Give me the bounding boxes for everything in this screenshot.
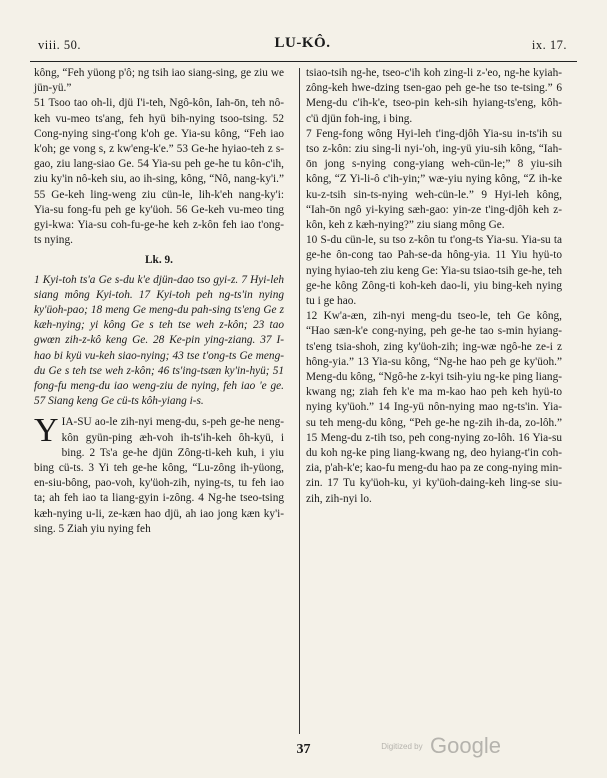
left-column [34, 66, 284, 537]
running-header [38, 36, 567, 58]
verse-paragraph: 7 Feng-fong wông Hyi-leh t'ing-djôh Yia-su in-ts'ih su tso z-kôn: ziu sing-li nyi-'oh, ing-yü yiu-sih kông, “Iah-ōn jong s-nying cong-yiang weh-cün-le;” 8 yiu-sih kông, “Z Yi-li-ô c'ih-yin;” wæ-yiu nying kông, “Z ih-ke ku-z-tsih sin-ts-nying weh-cün-le.” 9 Hyi-leh kông, “Iah-ōn ngô yi-kying sæh-gao: yin-ze t'ing-djôh keh z-kôn, keh z kæh-nying?” ziu siang mông Ge. [306, 127, 562, 232]
verse-paragraph: 12 Kw'a-æn, zih-nyi meng-du tseo-le, teh Ge kông, “Hao sæn-k'e cong-nying, peh ge-he tao s-min hyiang-ts'eng tsia-shoh, zing ky'üoh-zih; ing-wæ ngô-he ze-i z hông-yia.” 13 Yia-su kông, “Ng-he hao peh ge ky'üoh.” Meng-du kông, “Ngô-he z-kyi tsih-yiu ng-ke ping liang-kwang ng; ziah feh k'e ma m-kao hao peh keh hyü-to nying ky'üoh.” 14 Ing-yü nôn-nying mao ng-ts'in. Yia-su teh meng-du kông, “Peh ge-he ng-zih ih-da, zo-lôh.” 15 Meng-du z-tih tso, peh cong-nying zo-lôh. 16 Yia-su du koh ng-ke ping liang-kwang ng, deo hyiang-t'in coh-zia, p'ah-k'e; kao-fu meng-du hao pa ze cong-nying min-zin. 17 Tu ky'üoh-ku, yi ky'üoh-daing-keh ling-se siu-zih, zih-nyi lo. [306, 310, 562, 505]
verse-paragraph: kông, “Feh yüong p'ô; ng tsih iao siang-sing, ge ziu we jün-yü.” [34, 67, 284, 95]
page-number: 37 [296, 742, 311, 757]
digitized-watermark [381, 733, 501, 759]
header-book-title: LU-KÔ. [274, 35, 331, 51]
verse-paragraph: 51 Tsoo tao oh-li, djü I'i-teh, Ngô-kôn, Iah-ōn, teh nô-keh vu-meo ts'ang, feh hyü bih-nying tsoo-tsing. 52 Cong-nying sing-t'ong k'oh ge. Yia-su kông, “Feh iao k'oh; ge vong s, z kw'eng-k'e.” 53 Ge-he hyiao-teh z s-gao, ziu lang-siao Ge. 54 Yia-su peh ge-he tu kôn-c'ih, ziu ky'in nô-keh siu, ao ih-sing, kông, “Nô, nang-ky'i.” 55 Ge-keh ling-weng ziu cün-le, lih-k'eh nang-ky'i: Yia-su fong-fu peh ge ky'üoh. 56 Ge-keh vu-meo ting gyi-kwa: Yia-su coh-fu-ge-he keh z-kôn feh iao t'ong-ts nying. [34, 97, 284, 247]
right-column [306, 66, 562, 507]
watermark-caption: Digitized by [381, 741, 423, 751]
header-chapter-start: viii. 50. [38, 38, 82, 52]
column-divider [299, 68, 300, 734]
verse-paragraph: YIA-SU ao-le zih-nyi meng-du, s-peh ge-he neng-kôn gyün-ping æh-voh ih-ts'ih-keh ôh-kyü, i bing. 2 Ts'a ge-he djün Zông-ti-keh kuh, i yiu bing cü-ts. 3 Yi teh ge-he kông, “Lu-zông ih-yüong, en-siu-bông, pao-voh, ky'üoh-zih, nying-ts, tu feh iao ta; ah feh iao ta liang-gyin i-zông. 4 Ng-he tseo-tsing kæh-nying u-li, ze-kæn hao djü, ah iao jong kæn ky'i-sing. 5 Ziah yiu nying feh [34, 412, 284, 535]
chapter-summary: 1 Kyi-toh ts'a Ge s-du k'e djün-dao tso gyi-z. 7 Hyi-leh siang mông Kyi-toh. 17 Kyi-toh peh ng-ts'in nying ky'üoh-pao; 18 meng Ge meng-du pah-sing ts'eng Ge z kæh-nying; yi kông Ge s teh tse weh z-kôn; 23 tao gwœn zih-z-kô keng Ge. 28 Ke-pin ying-ziang. 37 I-hao bi kyü vu-keh siao-nying; 43 tse t'ong-ts Ge meng-du Ge s teh tse weh z-kôn; 46 ts'ing-tsæn ky'in-hyü; 51 fong-fu meng-du iao weng-ziu de nying, feh iao 'e ge. 57 Siang keng Ge cü-ts kôh-yiang i-s. [34, 273, 284, 408]
header-rule [30, 61, 577, 62]
verse-paragraph: 10 S-du cün-le, su tso z-kôn tu t'ong-ts Yia-su. Yia-su ta ge-he ôn-cong tao Pah-se-da hông-yia. 11 Yiu hyü-to nying hyiao-teh ziu keng Ge: Yia-su tsiao-tsih ge-he, teh ge-he kông Zông-ti koh-keh dao-li, yiu bing-keh nying tu i ge hao. [306, 234, 562, 308]
verse-paragraph: tsiao-tsih ng-he, tseo-c'ih koh zing-li z-'eo, ng-he kyiah-zông-keh hwe-dzing tsen-gao peh ge-he tso te-tsing.” 6 Meng-du c'ih-k'e, tseo-pin keh-sih hyiang-ts'eng, kôh-c'ü djün foh-ing, i bing. [306, 67, 562, 125]
google-logo: Google [430, 733, 501, 758]
header-chapter-end: ix. 17. [531, 38, 567, 52]
chapter-heading: Lk. 9. [145, 254, 173, 267]
